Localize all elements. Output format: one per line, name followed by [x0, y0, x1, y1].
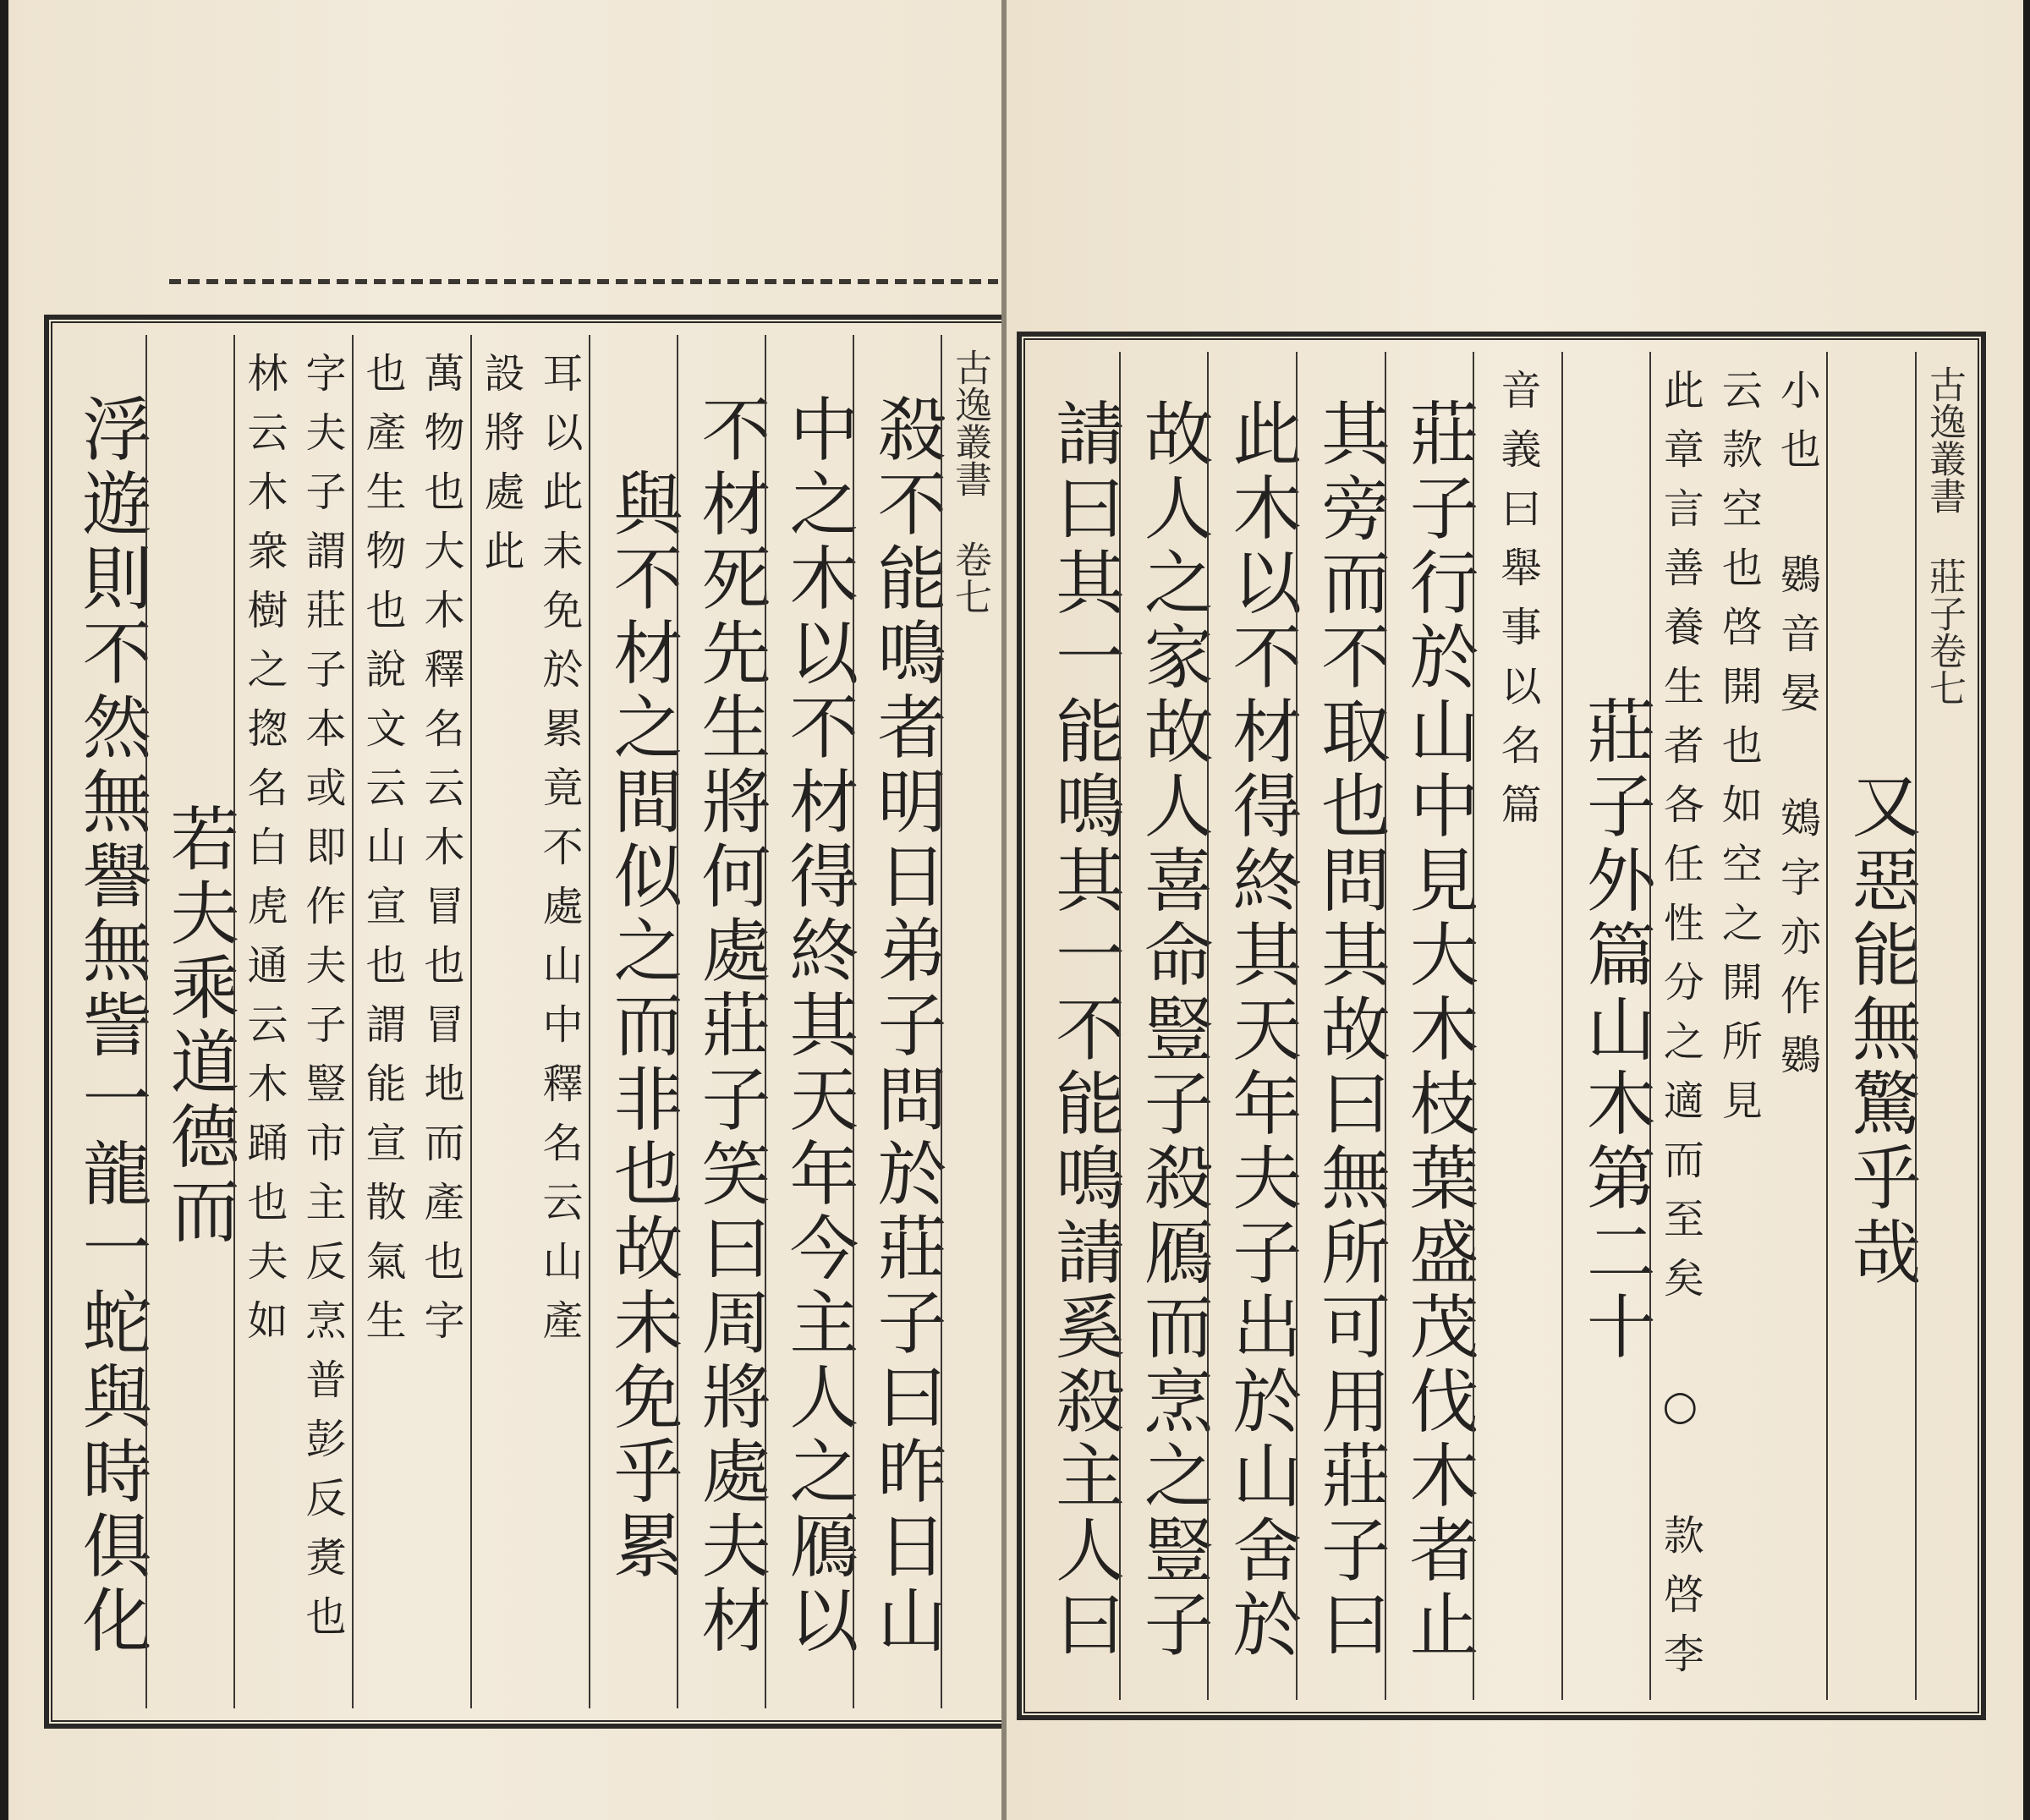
text-column: 不材死先生將何處莊子笑曰周將處夫材	[677, 335, 765, 1708]
text-column: 中之木以不材得終其天年今主人之鴈以	[765, 335, 853, 1708]
commentary-line: 萬物也大木釋名云木冒也冒地而產也字	[417, 352, 464, 1358]
commentary-column	[1649, 352, 1826, 1700]
text-column: 與不材之間似之而非也故未免乎累	[589, 335, 677, 1708]
commentary-line: 云款空也啓開也如空之開所見	[1715, 369, 1763, 1138]
text-column: 故人之家故人喜命豎子殺鴈而烹之豎子	[1119, 352, 1208, 1700]
right-columns	[1032, 352, 1971, 1700]
commentary-line: 也產生物也說文云山宣也謂能宣散氣生	[359, 352, 406, 1358]
text-column: 浮遊則不然無譽無訾一龍一蛇與時俱化	[71, 393, 151, 1658]
commentary-line: 耳以此未免於累竟不處山中釋名云山產	[535, 352, 583, 1358]
left-text-frame	[44, 315, 1012, 1729]
text-column: 請曰其一能鳴其一不能鳴請奚殺主人曰	[1044, 397, 1125, 1663]
commentary-line: 此章言善養生者各任性分之適而至矣 ○ 款啓李	[1656, 369, 1704, 1691]
text-column: 其旁而不取也問其故曰無所可用莊子曰	[1296, 352, 1385, 1700]
commentary-line: 設將處此	[477, 352, 524, 589]
commentary-column	[352, 335, 470, 1708]
commentary-line: 林云木衆樹之揔名白虎通云木踊也夫如	[240, 352, 288, 1358]
right-text-frame	[1017, 332, 1986, 1720]
text-column: 此木以不材得終其天年夫子出於山舍於	[1207, 352, 1296, 1700]
text-column: 莊子外篇山木第二十	[1561, 352, 1650, 1700]
commentary-column	[470, 335, 589, 1708]
margin-title: 古逸叢書 莊子卷七	[1915, 352, 1971, 1700]
right-page	[1007, 0, 2023, 1820]
commentary-column	[233, 335, 352, 1708]
text-column: 若夫乘道德而	[145, 335, 233, 1708]
commentary-line: 音義曰舉事以名篇	[1493, 369, 1541, 842]
margin-title: 古逸叢書 卷七	[941, 335, 996, 1708]
text-column: 又惡能無驚乎哉	[1826, 352, 1915, 1700]
left-page	[8, 0, 1003, 1820]
top-margin-rule	[169, 279, 998, 284]
commentary-line: 字夫子謂莊子本或即作夫子豎市主反烹普彭反煑也	[299, 352, 346, 1654]
commentary-column	[1473, 352, 1561, 1700]
commentary-line: 小也 鷃音晏 鴳字亦作鷃	[1773, 369, 1821, 1093]
left-columns	[59, 335, 996, 1708]
text-column: 殺不能鳴者明日弟子問於莊子曰昨日山	[853, 335, 941, 1708]
text-column: 莊子行於山中見大木枝葉盛茂伐木者止	[1385, 352, 1473, 1700]
